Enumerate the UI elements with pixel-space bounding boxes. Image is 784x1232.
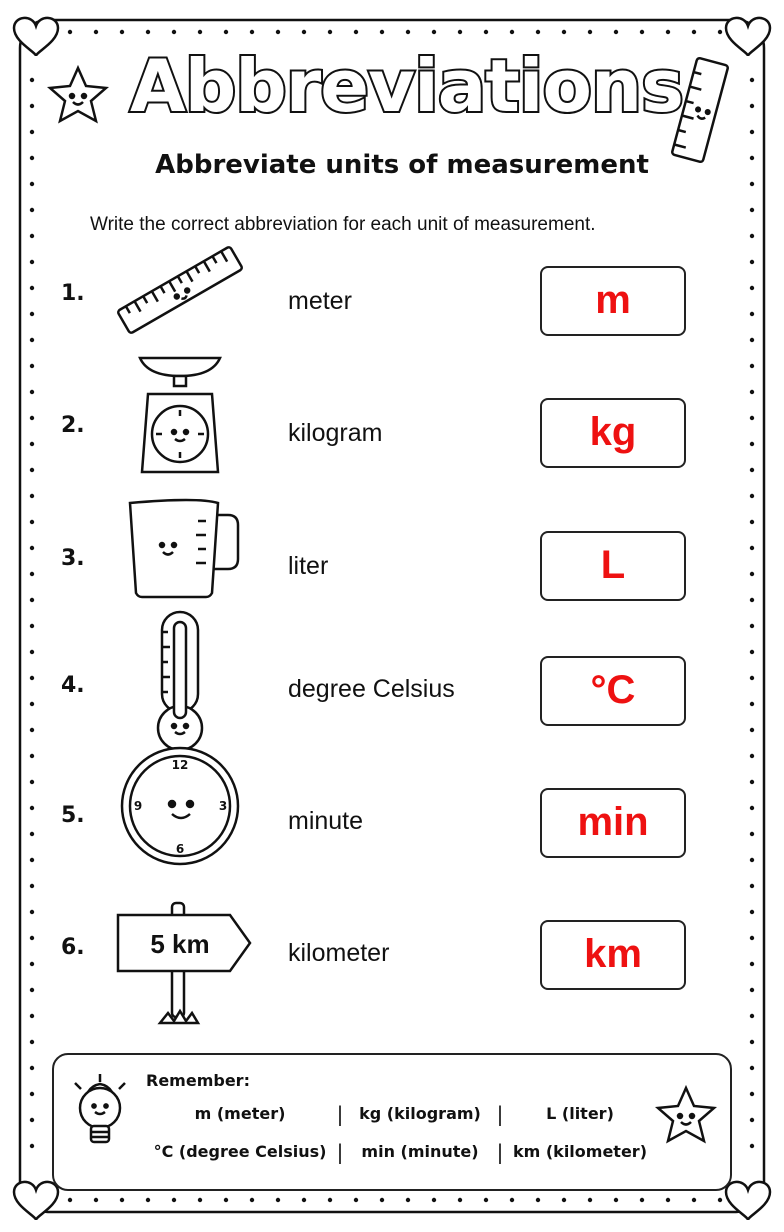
question-row-6	[0, 929, 784, 1054]
question-row-5	[0, 758, 784, 922]
question-number: 2.	[61, 413, 85, 438]
question-number: 3.	[61, 546, 85, 571]
signpost-label: 5 km	[150, 929, 210, 959]
separator: |	[336, 1102, 344, 1126]
answer-box[interactable]: km	[540, 920, 686, 990]
question-row-4	[0, 668, 784, 792]
question-row-1	[0, 280, 784, 400]
question-row-3	[0, 545, 784, 665]
signpost-icon	[110, 906, 250, 1046]
remember-item: L (liter)	[546, 1104, 614, 1123]
separator: |	[496, 1102, 504, 1126]
separator: |	[336, 1140, 344, 1164]
question-number: 5.	[61, 803, 85, 828]
remember-line-1	[150, 1104, 650, 1124]
unit-word: kilogram	[288, 419, 383, 447]
question-row-2	[0, 412, 784, 532]
remember-item: m (meter)	[194, 1104, 286, 1123]
remember-title: Remember:	[146, 1071, 250, 1090]
clock-number-12: 12	[171, 758, 189, 772]
answer-box[interactable]: kg	[540, 398, 686, 468]
question-number: 6.	[61, 935, 85, 960]
remember-item: kg (kilogram)	[359, 1104, 481, 1123]
answer-box[interactable]: °C	[540, 656, 686, 726]
remember-line-2	[150, 1142, 650, 1162]
instructions: Write the correct abbreviation for each unit of measurement.	[90, 214, 596, 235]
remember-item: °C (degree Celsius)	[153, 1142, 327, 1161]
unit-word: meter	[288, 287, 352, 315]
clock-icon	[110, 758, 250, 912]
unit-word: minute	[288, 807, 364, 835]
answer-box[interactable]: min	[540, 788, 686, 858]
clock-number-6: 6	[175, 842, 185, 856]
unit-word: kilometer	[288, 939, 390, 967]
separator: |	[496, 1140, 504, 1164]
unit-word: liter	[288, 552, 329, 580]
star-icon	[50, 68, 106, 121]
clock-number-9: 9	[133, 799, 143, 813]
remember-item: km (kilometer)	[512, 1142, 648, 1161]
answer-box[interactable]: L	[540, 531, 686, 601]
unit-word: degree Celsius	[288, 675, 455, 703]
question-number: 1.	[61, 281, 85, 306]
question-number: 4.	[61, 673, 85, 698]
remember-item: min (minute)	[361, 1142, 479, 1161]
answer-box[interactable]: m	[540, 266, 686, 336]
clock-number-3: 3	[218, 799, 228, 813]
page-title: Abbreviations	[130, 44, 684, 128]
page-subtitle: Abbreviate units of measurement	[155, 150, 649, 180]
